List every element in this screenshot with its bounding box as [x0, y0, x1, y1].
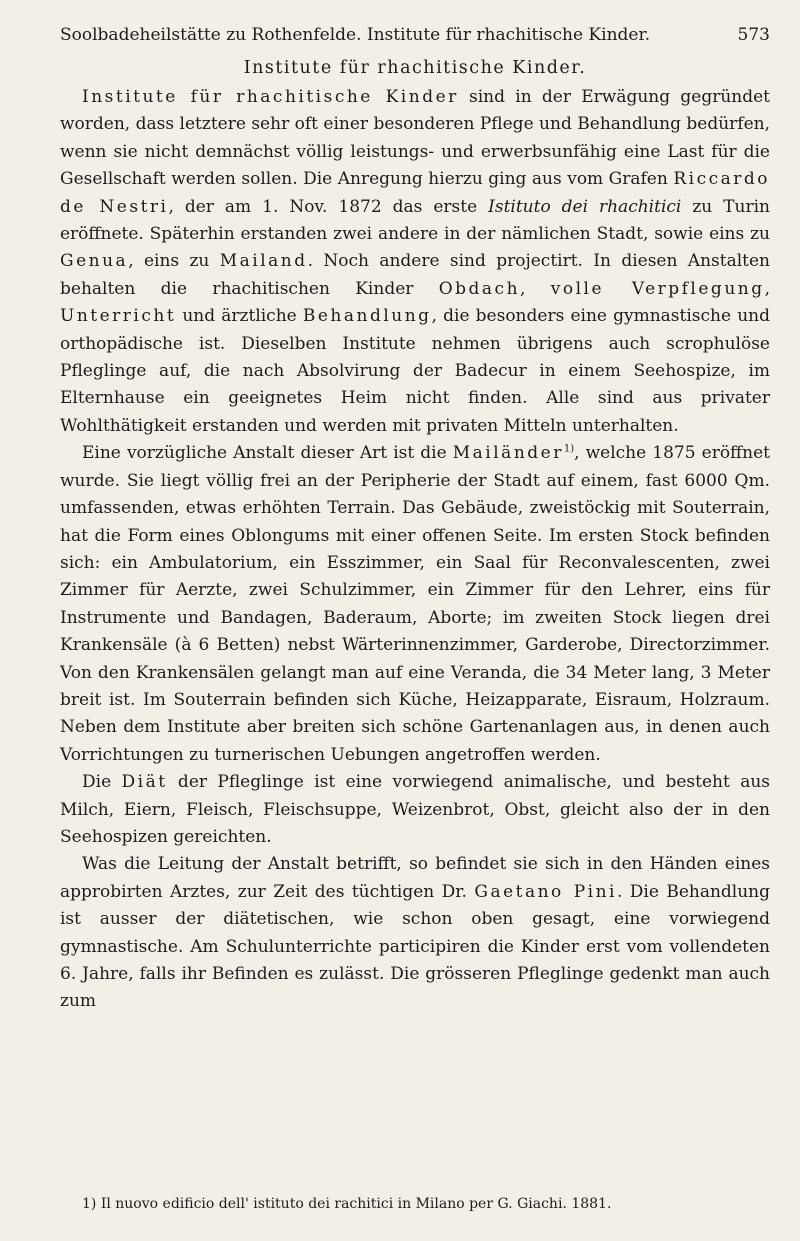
emphasis-city-genua: Genua: [60, 251, 129, 272]
text-run: der Pfleglinge ist eine vorwiegend animalische, und besteht aus Milch, Eiern, Fleisch, Fleischsuppe, Weizenbrot, Obst, gleicht also der in den Seehospizen gereichten.: [60, 772, 771, 847]
emphasis-person-name: Riccardo de Nestri: [60, 169, 770, 217]
running-head: [60, 22, 770, 48]
text-run: Eine vorzügliche Anstalt dieser Art ist die: [82, 443, 453, 464]
body-text: [60, 84, 770, 1016]
running-head-title: Soolbadeheilstätte zu Rothenfelde. Institute für rhachitische Kinder.: [60, 25, 651, 45]
text-run: ,: [764, 278, 771, 299]
emphasis-diaet: Diät: [121, 772, 168, 793]
paragraph-1: [60, 84, 770, 440]
text-run: Was die Leitung der Anstalt betrifft, so befindet sie sich in den Händen eines approbirten Arztes, zur Zeit des tüchtigen Dr.: [60, 854, 770, 902]
text-run: , die besonders eine gymnastische und orthopädische ist. Dieselben Institute nehmen übrigens auch scrophulöse Pfleglinge auf, die nach Absolvirung der Badecur in einem Seehospize, im Elternhause ein geeignetes Heim nicht finden. Alle sind aus privater Wohlthätigkeit erstanden und werden mit privaten Mitteln unterhalten.: [60, 306, 770, 436]
text-run: . Die Behandlung ist ausser der diätetischen, wie schon oben gesagt, eine vorwiegend gymnastische. Am Schulunterrichte participiren die Kinder erst vom vollendeten 6. Jahre, falls ihr Befinden es zulässt. Die grösseren Pfleglinge gedenkt man auch zum: [60, 881, 771, 1012]
text-run: zu Turin eröffnete. Späterhin erstanden zwei andere in der nämlichen Stadt, sowie eins zu: [60, 196, 771, 245]
emphasis-obdach: Obdach: [438, 278, 521, 299]
text-run: Die: [82, 772, 122, 793]
emphasis-city-mailand: Mailand: [219, 251, 308, 272]
text-run: und ärztliche: [176, 306, 303, 327]
section-heading: Institute für rhachitische Kinder.: [243, 58, 587, 78]
footnote: 1) Il nuovo edificio dell' istituto dei rachitici in Milano per G. Giachi. 1881.: [82, 1196, 612, 1212]
text-run: , der am 1. Nov. 1872 das erste: [168, 196, 489, 217]
emphasis-unterricht: Unterricht: [60, 306, 177, 327]
text-run: , welche 1875 eröffnet wurde. Sie liegt völlig frei an der Peripherie der Stadt auf einem, fast 6000 Qm. umfassenden, etwas erhöhten Terrain. Das Gebäude, zweistöckig mit Souterrain, hat die Form eines Oblongums mit einer offenen Seite. Im ersten Stock befinden sich: ein Ambulatorium, ein Esszimmer, ein Saal für Reconvalescenten, zwei Zimmer für Aerzte, zwei Schulzimmer, ein Zimmer für den Lehrer, eins für Instrumente und Bandagen, Baderaum, Aborte; im zweiten Stock liegen drei Krankensäle (à 6 Betten) nebst Wärterinnenzimmer, Garderobe, Directorzimmer. Von den Krankensälen gelangt man auf eine Veranda, die 34 Meter lang, 3 Meter breit ist. Im Souterrain befinden sich Küche, Heizapparate, Eisraum, Holzraum. Neben dem Institute aber breiten sich schöne Gartenanlagen aus, in denen auch Vorrichtungen zu turnerischen Uebungen angetroffen werden.: [60, 443, 770, 765]
text-run: , eins zu: [128, 251, 220, 272]
paragraph-2: [60, 440, 770, 769]
page-number: 573: [737, 25, 770, 45]
emphasis-institute-name: Institute für rhachitische Kinder: [82, 87, 459, 107]
text-run: . Noch andere sind projectirt. In diesen Anstalten behalten die rhachitischen Kinder: [60, 251, 770, 299]
paragraph-4: [60, 851, 770, 1015]
emphasis-behandlung: Behandlung: [302, 306, 432, 327]
emphasis-verpflegung: volle Verpflegung: [550, 278, 765, 299]
emphasis-director-name: Gaetano Pini: [474, 881, 617, 902]
footnote-marker: 1): [563, 443, 575, 455]
italic-institution-title: Istituto dei rhachitici: [488, 196, 682, 217]
emphasis-mailaender: Mailänder: [452, 443, 564, 464]
paragraph-3: [60, 769, 770, 851]
text-run: sind in der Erwägung gegründet worden, dass letztere sehr oft einer besonderen Pflege und Behandlung bedürfen, wenn sie nicht demnächst völlig leistungs- und erwerbsunfähig eine Last für die Gesellschaft werden sollen. Die Anregung hierzu ging aus vom Grafen: [60, 87, 770, 190]
text-run: ,: [520, 278, 551, 299]
